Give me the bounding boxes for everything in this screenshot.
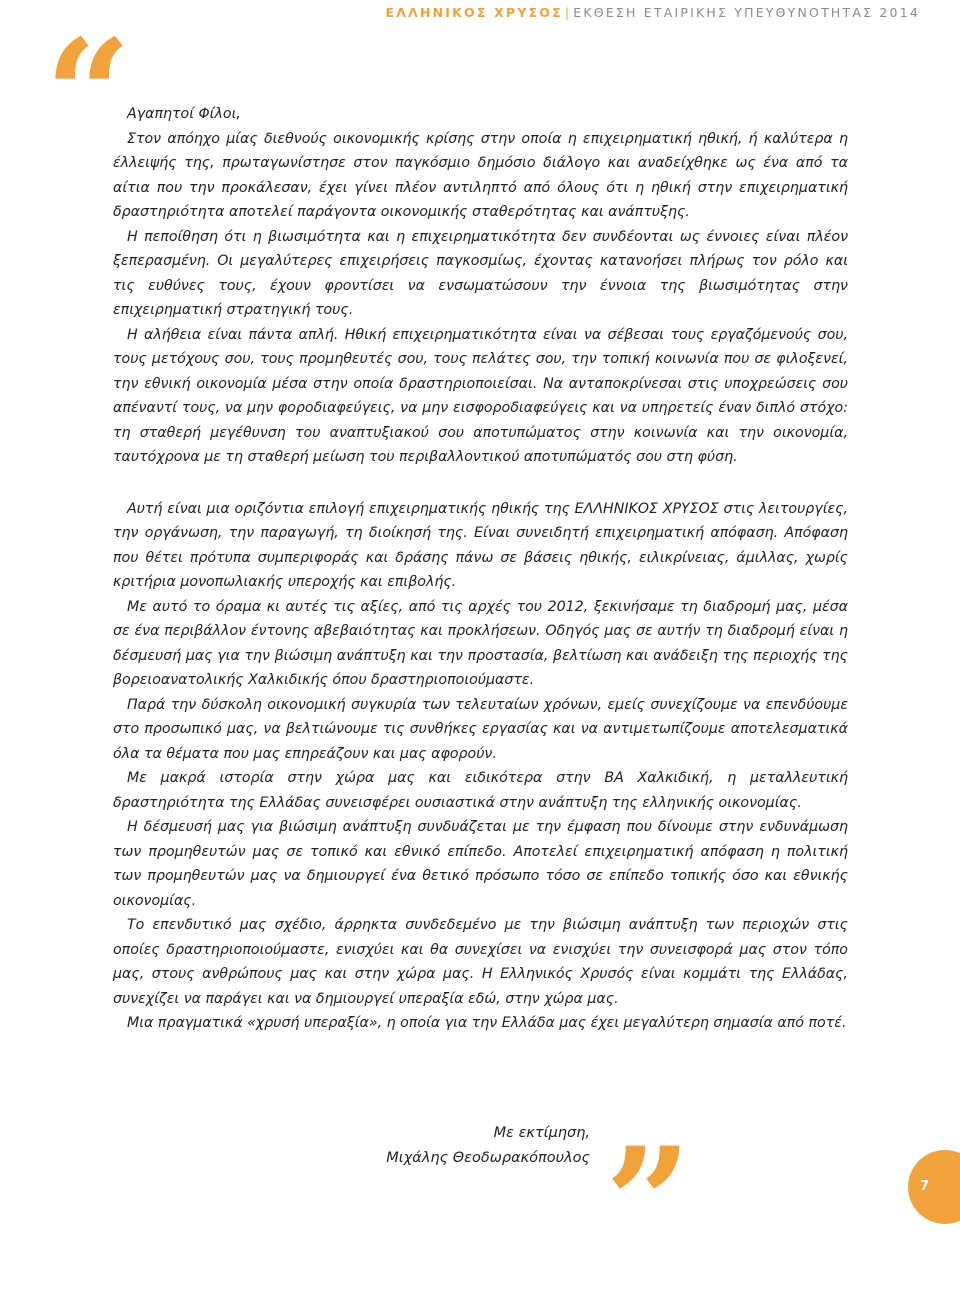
letter-paragraph: Παρά την δύσκολη οικονομική συγκυρία των τελευταίων χρόνων, εμείς συνεχίζουμε να επενδύουμε στο προσωπικό μας, να βελτιώνουμε τις συνθήκες εργασίας και να αντιμετωπίζουμε αποτελεσματικά όλα τα θέματα που μας επηρεάζουν και μας αφορούν. xyxy=(113,696,848,762)
signature-name: Μιχάλης Θεοδωρακόπουλος xyxy=(386,1149,590,1166)
letter-greeting: Αγαπητοί Φίλοι, xyxy=(127,106,241,122)
letter-paragraph: Η δέσμευσή μας για βιώσιμη ανάπτυξη συνδυάζεται με την έμφαση που δίνουμε στην ενδυνάμωση των προμηθευτών μας σε τοπικό και εθνικό επίπεδο. Αποτελεί επιχειρηματική απόφαση η πολιτική των προμηθευτών μας να δημιουργεί ένα θετικό πρόσωπο τόσο σε επίπεδο τοπικής όσο και εθνικής οικονομίας. xyxy=(113,819,848,909)
letter-paragraph: Στον απόηχο μίας διεθνούς οικονομικής κρίσης στην οποία η επιχειρηματική ηθική, ή καλύτερα η έλλειψής της, πρωταγωνίστησε στον παγκόσμιο δημόσιο διάλογο και αναδείχθηκε ως ένα από τα αίτια που την προκάλεσαν, έχει γίνει πλέον αντιληπτό από όλους ότι η ηθική στην επιχειρηματική δραστηριότητα αποτελεί παράγοντα οικονομικής σταθερότητας και ανάπτυξης. xyxy=(113,130,848,220)
letter-paragraph: Το επενδυτικό μας σχέδιο, άρρηκτα συνδεδεμένο με την βιώσιμη ανάπτυξη των περιοχών στις οποίες δραστηριοποιούμαστε, ενισχύει και θα συνεχίσει να ενισχύει την συνεισφορά μας στον τόπο μας, στους ανθρώπους μας και στην χώρα μας. Η Ελληνικός Χρυσός είναι κομμάτι της Ελλάδας, συνεχίζει να παράγει και να δημιουργεί υπεραξία εδώ, στην χώρα μας. xyxy=(113,917,848,1007)
signature-closing: Με εκτίμηση, xyxy=(493,1125,590,1141)
letter-paragraph: Με μακρά ιστορία στην χώρα μας και ειδικότερα στην ΒΑ Χαλκιδική, η μεταλλευτική δραστηριότητα της Ελλάδας συνεισφέρει ουσιαστικά στην ανάπτυξη της ελληνικής οικονομίας. xyxy=(113,770,848,811)
letter-body xyxy=(113,102,848,1036)
signature-block xyxy=(300,1121,590,1170)
close-quote-icon: ” xyxy=(605,1115,692,1291)
header-brand: ΕΛΛΗΝΙΚΟΣ ΧΡΥΣΟΣ xyxy=(385,5,563,20)
letter-paragraph: Η αλήθεια είναι πάντα απλή. Ηθική επιχειρηματικότητα είναι να σέβεσαι τους εργαζόμενούς σου, τους μετόχους σου, τους προμηθευτές σου, τους πελάτες σου, την τοπική κοινωνία που σε φιλοξενεί, την εθνική οικονομία μέσα στην οποία δραστηριοποιείσαι. Να ανταποκρίνεσαι στις υποχρεώσεις σου απέναντί τους, να μην φοροδιαφεύγεις, να μην εισφοροδιαφεύγεις και να υπηρετείς έναν διπλό στόχο: τη σταθερή μεγέθυνση του αναπτυξιακού σου αποτυπώματος στην κοινωνία και την οικονομία, ταυτόχρονα με τη σταθερή μείωση του περιβαλλοντικού αποτυπώματός σου στη φύση. xyxy=(113,326,848,465)
open-quote-icon: “ xyxy=(45,7,132,183)
letter-paragraph: Αυτή είναι μια οριζόντια επιλογή επιχειρηματικής ηθικής της ΕΛΛΗΝΙΚΟΣ ΧΡΥΣΟΣ στις λειτουργίες, την οργάνωση, την παραγωγή, τη διοίκησή της. Είναι συνειδητή επιχειρηματική απόφαση. Απόφαση που θέτει πρότυπα συμπεριφοράς και δράσης πάνω σε βάσεις ηθικής, ειλικρίνειας, άμιλλας, χωρίς κριτήρια μονοπωλιακής υπεροχής και επιβολής. xyxy=(113,500,848,590)
letter-paragraph: Με αυτό το όραμα κι αυτές τις αξίες, από τις αρχές του 2012, ξεκινήσαμε τη διαδρομή μας, μέσα σε ένα περιβάλλον έντονης αβεβαιότητας και προκλήσεων. Οδηγός μας σε αυτήν τη διαδρομή είναι η δέσμευσή μας για την βιώσιμη ανάπτυξη και την προστασία, βελτίωση και ανάδειξη της περιοχής της βορειοανατολικής Χαλκιδικής όπου δραστηριοποιούμαστε. xyxy=(113,598,848,688)
letter-paragraph: Μια πραγματικά «χρυσή υπεραξία», η οποία για την Ελλάδα μας έχει μεγαλύτερη σημασία από ποτέ. xyxy=(127,1015,847,1031)
page-number: 7 xyxy=(920,1179,930,1194)
paragraph-gap xyxy=(113,470,848,497)
page-number-badge xyxy=(908,1150,960,1224)
letter-paragraph: Η πεποίθηση ότι η βιωσιμότητα και η επιχειρηματικότητα δεν συνδέονται ως έννοιες είναι πλέον ξεπερασμένη. Οι μεγαλύτερες επιχειρήσεις παγκοσμίως, έχοντας κατανοήσει πλήρως τον ρόλο και τις ευθύνες τους, έχουν φροντίσει να ενσωματώσουν την έννοια της βιωσιμότητας στην επιχειρηματική στρατηγική τους. xyxy=(113,228,848,318)
header-subtitle: ΕΚΘΕΣΗ ΕΤΑΙΡΙΚΗΣ ΥΠΕΥΘΥΝΟΤΗΤΑΣ 2014 xyxy=(573,5,920,20)
header-separator: | xyxy=(564,5,572,20)
page-header xyxy=(385,5,920,20)
